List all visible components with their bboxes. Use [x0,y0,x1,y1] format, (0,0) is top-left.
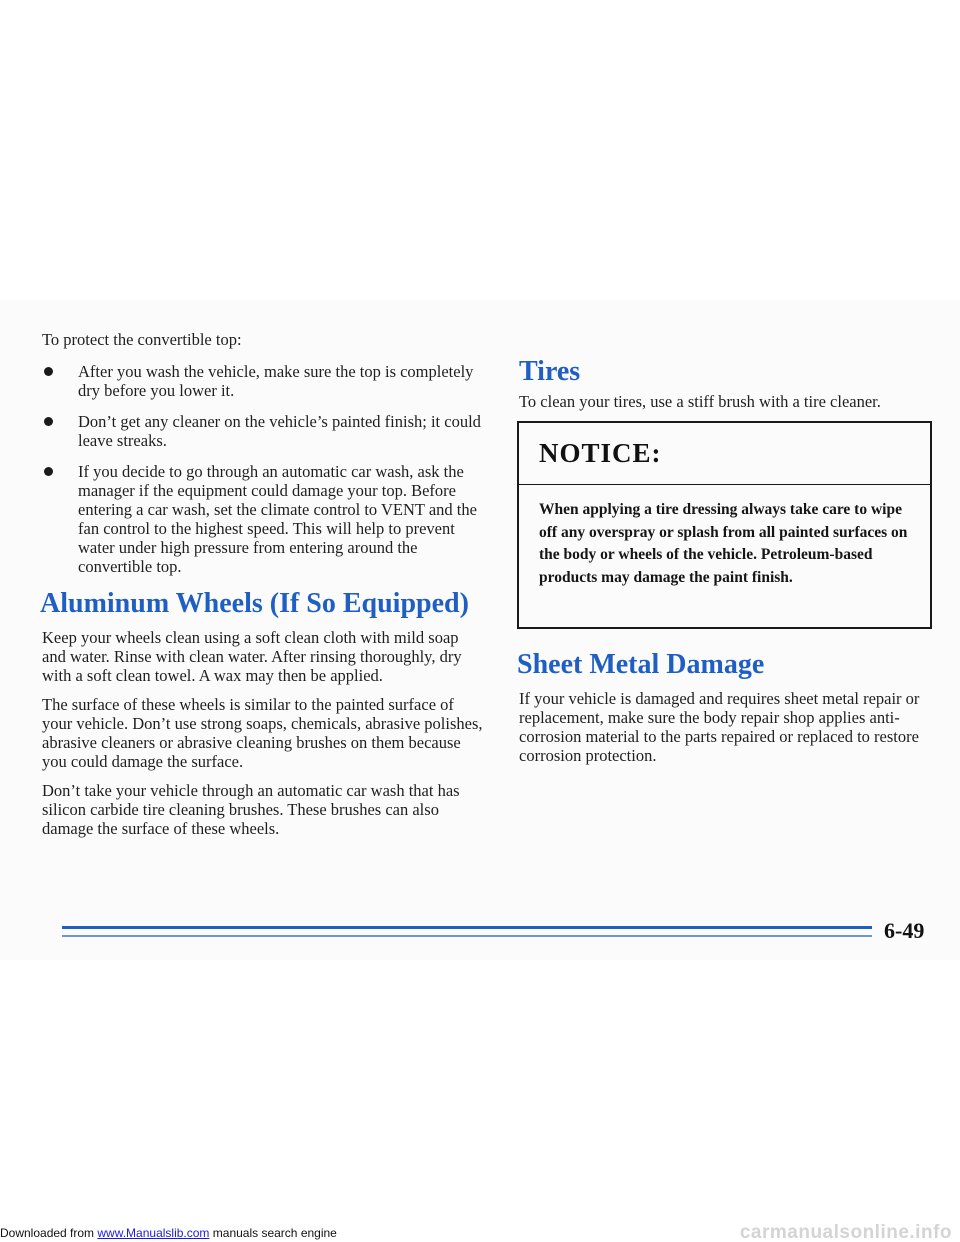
download-footer [0,1226,337,1240]
tires-paragraph: To clean your tires, use a stiff brush with a tire cleaner. [519,392,881,411]
aluminum-paragraph: Don’t take your vehicle through an automatic car wash that has silicon carbide tire cleaning brushes. These brushes can also damage the surface of these wheels. [42,781,460,838]
bullet-text: Don’t get any cleaner on the vehicle’s painted finish; it could leave streaks. [78,412,481,450]
aluminum-paragraph: The surface of these wheels is similar to the painted surface of your vehicle. Don’t use strong soaps, chemicals, abrasive polishes, abrasive cleaners or abrasive cleaning brushes on them because you could damage the surface. [42,695,483,771]
notice-box [517,421,932,629]
sheet-metal-heading: Sheet Metal Damage [517,649,765,680]
rule-line-top [62,926,872,929]
bullet-item [40,362,485,400]
bullet-text: If you decide to go through an automatic car wash, ask the manager if the equipment could damage your top. Before entering a car wash, set the climate control to VENT and the fan control to the highest speed. This will help to prevent water under high pressure from entering around the convertible top. [78,462,477,576]
notice-text: When applying a tire dressing always take care to wipe off any overspray or splash from all painted surfaces on the body or wheels of the vehicle. Petroleum-based products may damage the paint finish. [539,501,908,586]
bullet-text: After you wash the vehicle, make sure the top is completely dry before you lower it. [78,362,474,400]
bullet-icon [44,367,53,376]
aluminum-paragraph: Keep your wheels clean using a soft clean cloth with mild soap and water. Rinse with clean water. After rinsing thoroughly, dry with a soft clean towel. A wax may then be applied. [42,628,462,685]
convertible-bullet-list [40,362,485,576]
left-column [40,330,485,848]
manualslib-link[interactable]: www.Manualslib.com [97,1226,210,1240]
bullet-item [40,412,485,450]
notice-heading: NOTICE: [519,423,930,485]
watermark-logo: carmanualsonline.info [739,1222,952,1242]
right-column [517,332,932,775]
footer-prefix: Downloaded from [0,1226,98,1240]
sheet-metal-paragraph: If your vehicle is damaged and requires sheet metal repair or replacement, make sure the body repair shop applies anti-corrosion material to the parts repaired or replaced to restore corrosion protection. [519,689,920,765]
convertible-intro: To protect the convertible top: [42,330,242,349]
footer-suffix: manuals search engine [209,1226,337,1240]
bullet-icon [44,467,53,476]
bullet-item [40,462,485,576]
tires-heading: Tires [519,356,581,387]
page-number: 6-49 [884,918,925,943]
rule-line-bottom [62,935,872,937]
aluminum-wheels-heading: Aluminum Wheels (If So Equipped) [40,588,469,619]
bullet-icon [44,417,53,426]
footer-rule [62,926,872,938]
